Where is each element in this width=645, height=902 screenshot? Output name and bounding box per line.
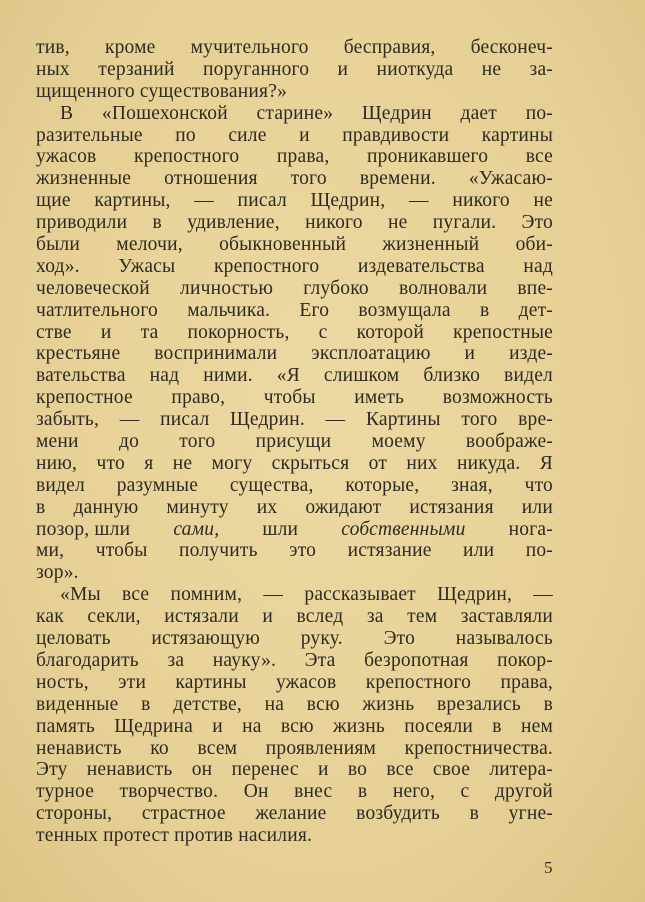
text-line: разительные по силе и правдивости картины — [36, 124, 553, 146]
page-number: 5 — [544, 858, 553, 877]
text-line: забыть, — писал Щедрин. — Картины того вре- — [36, 409, 553, 431]
text-line: нию, что я не могу скрыться от них никуда. Я — [36, 452, 553, 474]
text-line: видел разумные существа, которые, зная, что — [36, 474, 553, 496]
text-line: благодарить за науку». Эта безропотная покор- — [36, 649, 553, 671]
text-line: вательства над ними. «Я слишком близко видел — [36, 365, 553, 387]
text-line: Эту ненависть он перенес и во все свое литера- — [36, 759, 553, 781]
text-span: шли — [257, 518, 304, 540]
text-line: ми, чтобы получить это истязание или по- — [36, 540, 553, 562]
text-line: зор». — [36, 562, 79, 584]
text-line: стороны, страстное желание возбудить в угне- — [36, 803, 553, 825]
text-line: мени до того присущи моему воображе- — [36, 431, 553, 453]
text-line: целовать истязающую руку. Это называлось — [36, 628, 553, 650]
text-line: как секли, истязали и вслед за тем заставляли — [36, 606, 553, 628]
text-line: человеческой личностью глубоко волновали впе- — [36, 277, 553, 299]
text-line: ных терзаний поруганного и ниоткуда не за- — [36, 58, 553, 80]
text-line: приводили в удивление, никого не пугали. Это — [36, 212, 553, 234]
text-line: в данную минуту их ожидают истязания или — [36, 496, 553, 518]
text-line: щищенного существования?» — [36, 80, 288, 102]
text-line-italic-mix — [36, 519, 553, 541]
text-line: ненависть ко всем проявлениям крепостничества. — [36, 737, 553, 759]
text-line: жизненные отношения того времени. «Ужасаю- — [36, 168, 553, 190]
text-line: крестьяне воспринимали эксплоатацию и изде- — [36, 343, 553, 365]
text-line: стве и та покорность, с которой крепостные — [36, 321, 553, 343]
text-line: турное творчество. Он внес в него, с другой — [36, 781, 553, 803]
text-line: память Щедрина и на всю жизнь посеяли в нем — [36, 715, 553, 737]
text-line: виденные в детстве, на всю жизнь врезались в — [36, 693, 553, 715]
body-text — [36, 37, 553, 847]
text-span: позор, шли — [36, 518, 136, 540]
italic-text: сами, — [173, 518, 220, 540]
text-line: крепостное право, чтобы иметь возможность — [36, 387, 553, 409]
text-line: были мелочи, обыкновенный жизненный оби- — [36, 234, 553, 256]
text-line: ужасов крепостного права, проникавшего все — [36, 146, 553, 168]
text-line: чатлительного мальчика. Его возмущала в дет- — [36, 299, 553, 321]
italic-text: собственными — [341, 518, 466, 540]
text-line: тив, кроме мучительного бесправия, бесконеч- — [36, 37, 553, 58]
text-line: В «Пошехонской старине» Щедрин дает по- — [60, 102, 553, 124]
text-line: ход». Ужасы крепостного издевательства над — [36, 255, 553, 277]
text-line: щие картины, — писал Щедрин, — никого не — [36, 190, 553, 212]
text-line: «Мы все помним, — рассказывает Щедрин, — — [60, 584, 553, 606]
text-line: тенных протест против насилия. — [36, 825, 313, 847]
text-span: нога- — [503, 518, 553, 540]
text-line: ность, эти картины ужасов крепостного права, — [36, 671, 553, 693]
